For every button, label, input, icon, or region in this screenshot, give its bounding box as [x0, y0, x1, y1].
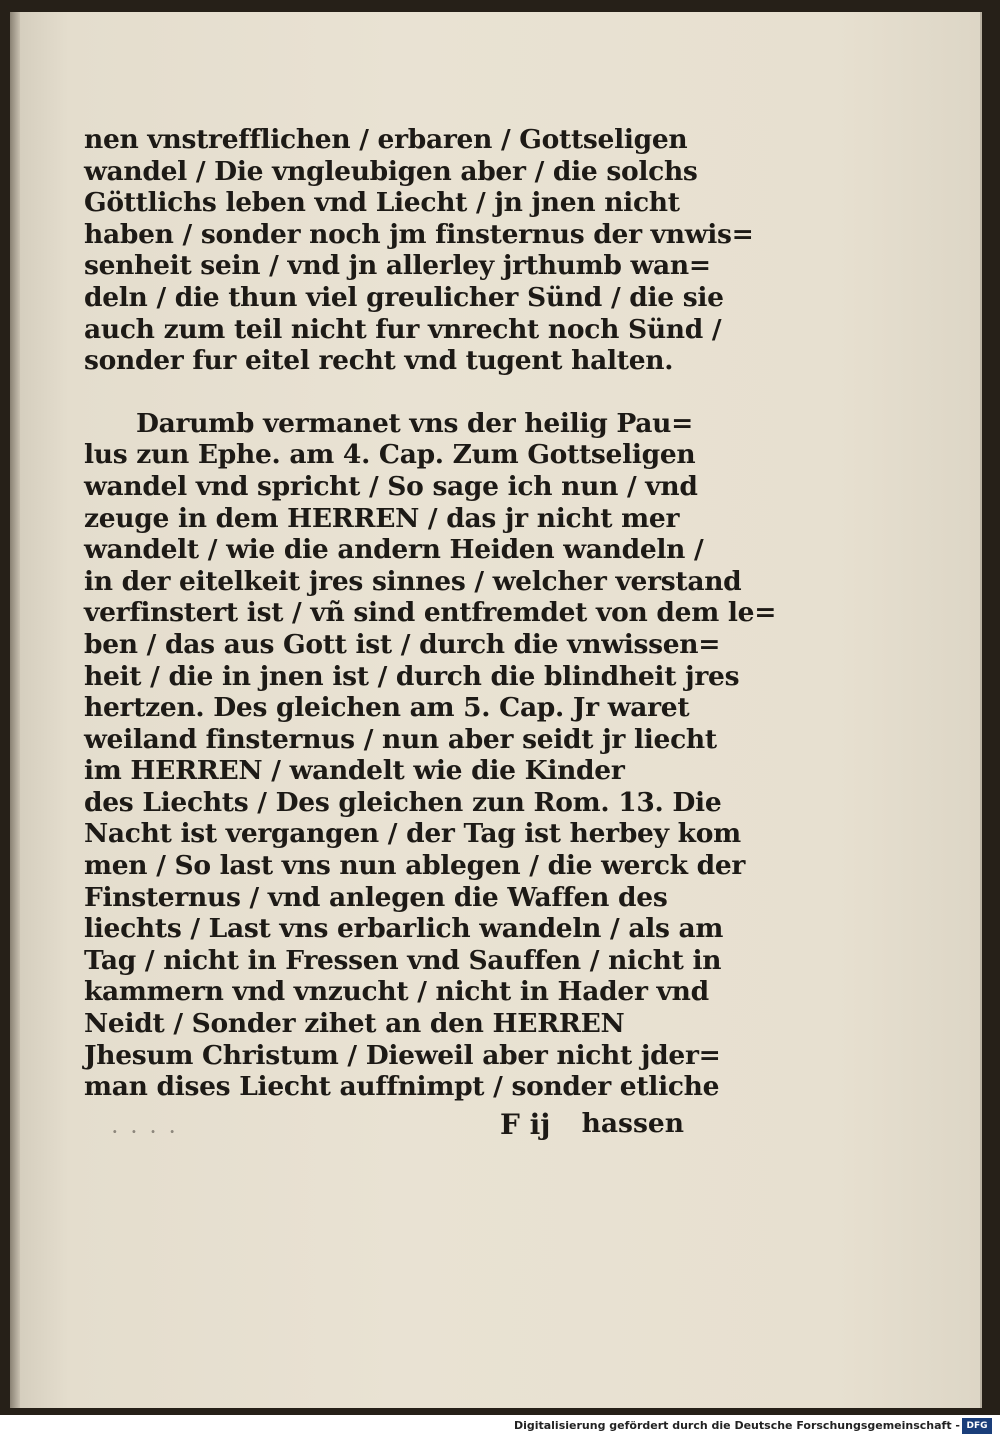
text-line: Jhesum Christum / Dieweil aber nicht jder=	[84, 1039, 721, 1071]
page-footer	[84, 1108, 684, 1148]
text-line: men / So last vns nun ablegen / die werck der	[84, 850, 746, 882]
text-line: kammern vnd vnzucht / nicht in Hader vnd	[84, 976, 709, 1008]
text-line: wandel vnd spricht / So sage ich nun / vnd	[84, 470, 698, 502]
text-line: Neidt / Sonder zihet an den HERREN	[84, 1008, 625, 1040]
text-line: verfinstert ist / vñ sind entfremdet von dem le=	[84, 597, 777, 629]
text-line: wandelt / wie die andern Heiden wandeln /	[84, 534, 704, 566]
text-line: Tag / nicht in Fressen vnd Sauffen / nicht in	[84, 944, 722, 976]
signature-mark: F ij	[500, 1108, 551, 1141]
text-line: hertzen. Des gleichen am 5. Cap. Jr waret	[84, 692, 690, 724]
text-line: man dises Liecht auffnimpt / sonder etliche	[84, 1071, 720, 1103]
text-line: Finsternus / vnd anlegen die Waffen des	[84, 881, 668, 913]
text-line: ben / das aus Gott ist / durch die vnwissen=	[84, 628, 721, 660]
text-line: in der eitelkeit jres sinnes / welcher verstand	[84, 565, 742, 597]
paragraph-gap	[84, 377, 684, 408]
catchword: hassen	[581, 1108, 684, 1139]
text-line: wandel / Die vngleubigen aber / die solchs	[84, 155, 698, 187]
funding-credit: Digitalisierung gefördert durch die Deutsche Forschungsgemeinschaft -	[513, 1419, 960, 1432]
text-line: zeuge in dem HERREN / das jr nicht mer	[84, 502, 680, 534]
page-gutter	[10, 12, 20, 1408]
book-page	[10, 12, 982, 1408]
text-line: lus zun Ephe. am 4. Cap. Zum Gottseligen	[84, 439, 696, 471]
text-line: auch zum teil nicht fur vnrecht noch Sünd /	[84, 313, 722, 345]
text-line: im HERREN / wandelt wie die Kinder	[84, 755, 625, 787]
text-line: des Liechts / Des gleichen zun Rom. 13. Die	[84, 786, 722, 818]
dfg-logo-icon: DFG	[962, 1418, 992, 1434]
text-line: Nacht ist vergangen / der Tag ist herbey kom	[84, 818, 741, 850]
text-line: nen vnstrefflichen / erbaren / Gottseligen	[84, 124, 688, 155]
text-line: Darumb vermanet vns der heilig Pau=	[136, 407, 694, 439]
text-line: sonder fur eitel recht vnd tugent halten.	[84, 345, 674, 377]
ink-smudge: · · · ·	[112, 1122, 179, 1141]
text-line: weiland finsternus / nun aber seidt jr liecht	[84, 723, 717, 755]
text-line: senheit sein / vnd jn allerley jrthumb wan=	[84, 250, 711, 282]
text-line: deln / die thun viel greulicher Sünd / die sie	[84, 281, 724, 313]
text-block	[84, 124, 777, 1103]
credit-bar	[0, 1415, 1000, 1437]
text-line: heit / die in jnen ist / durch die blindheit jres	[84, 660, 740, 692]
text-line: liechts / Last vns erbarlich wandeln / als am	[84, 913, 724, 945]
text-line: haben / sonder noch jm finsternus der vnwis=	[84, 218, 754, 250]
text-line: Göttlichs leben vnd Liecht / jn jnen nicht	[84, 187, 680, 219]
